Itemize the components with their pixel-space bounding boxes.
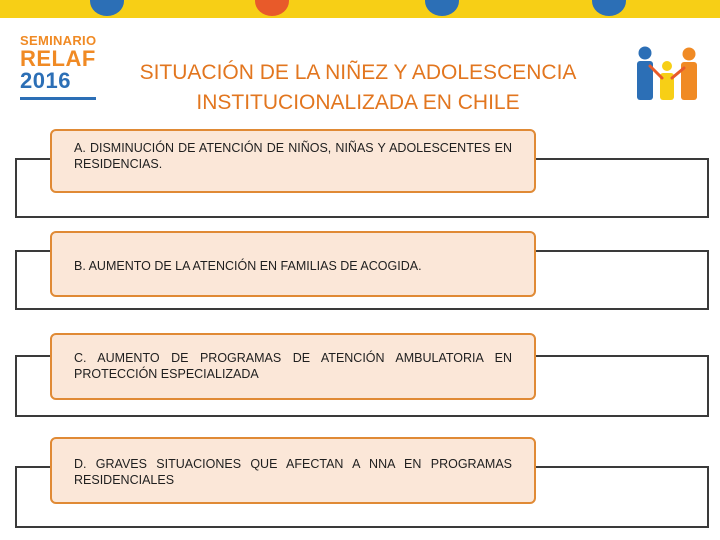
item-card-c — [50, 333, 536, 400]
decorative-dot — [255, 0, 289, 16]
page-title — [108, 58, 608, 118]
family-icon — [632, 44, 702, 102]
logo-line-3: 2016 — [20, 68, 71, 93]
item-text-b: B. AUMENTO DE LA ATENCIÓN EN FAMILIAS DE ACOGIDA. — [74, 259, 422, 273]
decorative-dot — [592, 0, 626, 16]
item-text-d: D. GRAVES SITUACIONES QUE AFECTAN A NNA EN PROGRAMAS RESIDENCIALES — [74, 457, 512, 487]
top-decorative-bar — [0, 0, 720, 18]
title-line-1: SITUACIÓN DE LA NIÑEZ Y ADOLESCENCIA — [139, 61, 577, 84]
item-card-a — [50, 129, 536, 193]
item-card-b — [50, 231, 536, 297]
logo-underline — [20, 97, 96, 100]
seminario-logo — [20, 34, 100, 104]
title-line-2: INSTITUCIONALIZADA EN CHILE — [196, 91, 520, 114]
logo-line-2: RELAF — [20, 46, 96, 71]
item-text-c: C. AUMENTO DE PROGRAMAS DE ATENCIÓN AMBULATORIA EN PROTECCIÓN ESPECIALIZADA — [74, 351, 512, 381]
decorative-dot — [425, 0, 459, 16]
decorative-dot — [90, 0, 124, 16]
item-text-a: A. DISMINUCIÓN DE ATENCIÓN DE NIÑOS, NIÑAS Y ADOLESCENTES EN RESIDENCIAS. — [74, 141, 512, 171]
item-card-d — [50, 437, 536, 504]
logo-line-1: SEMINARIO — [20, 33, 97, 48]
